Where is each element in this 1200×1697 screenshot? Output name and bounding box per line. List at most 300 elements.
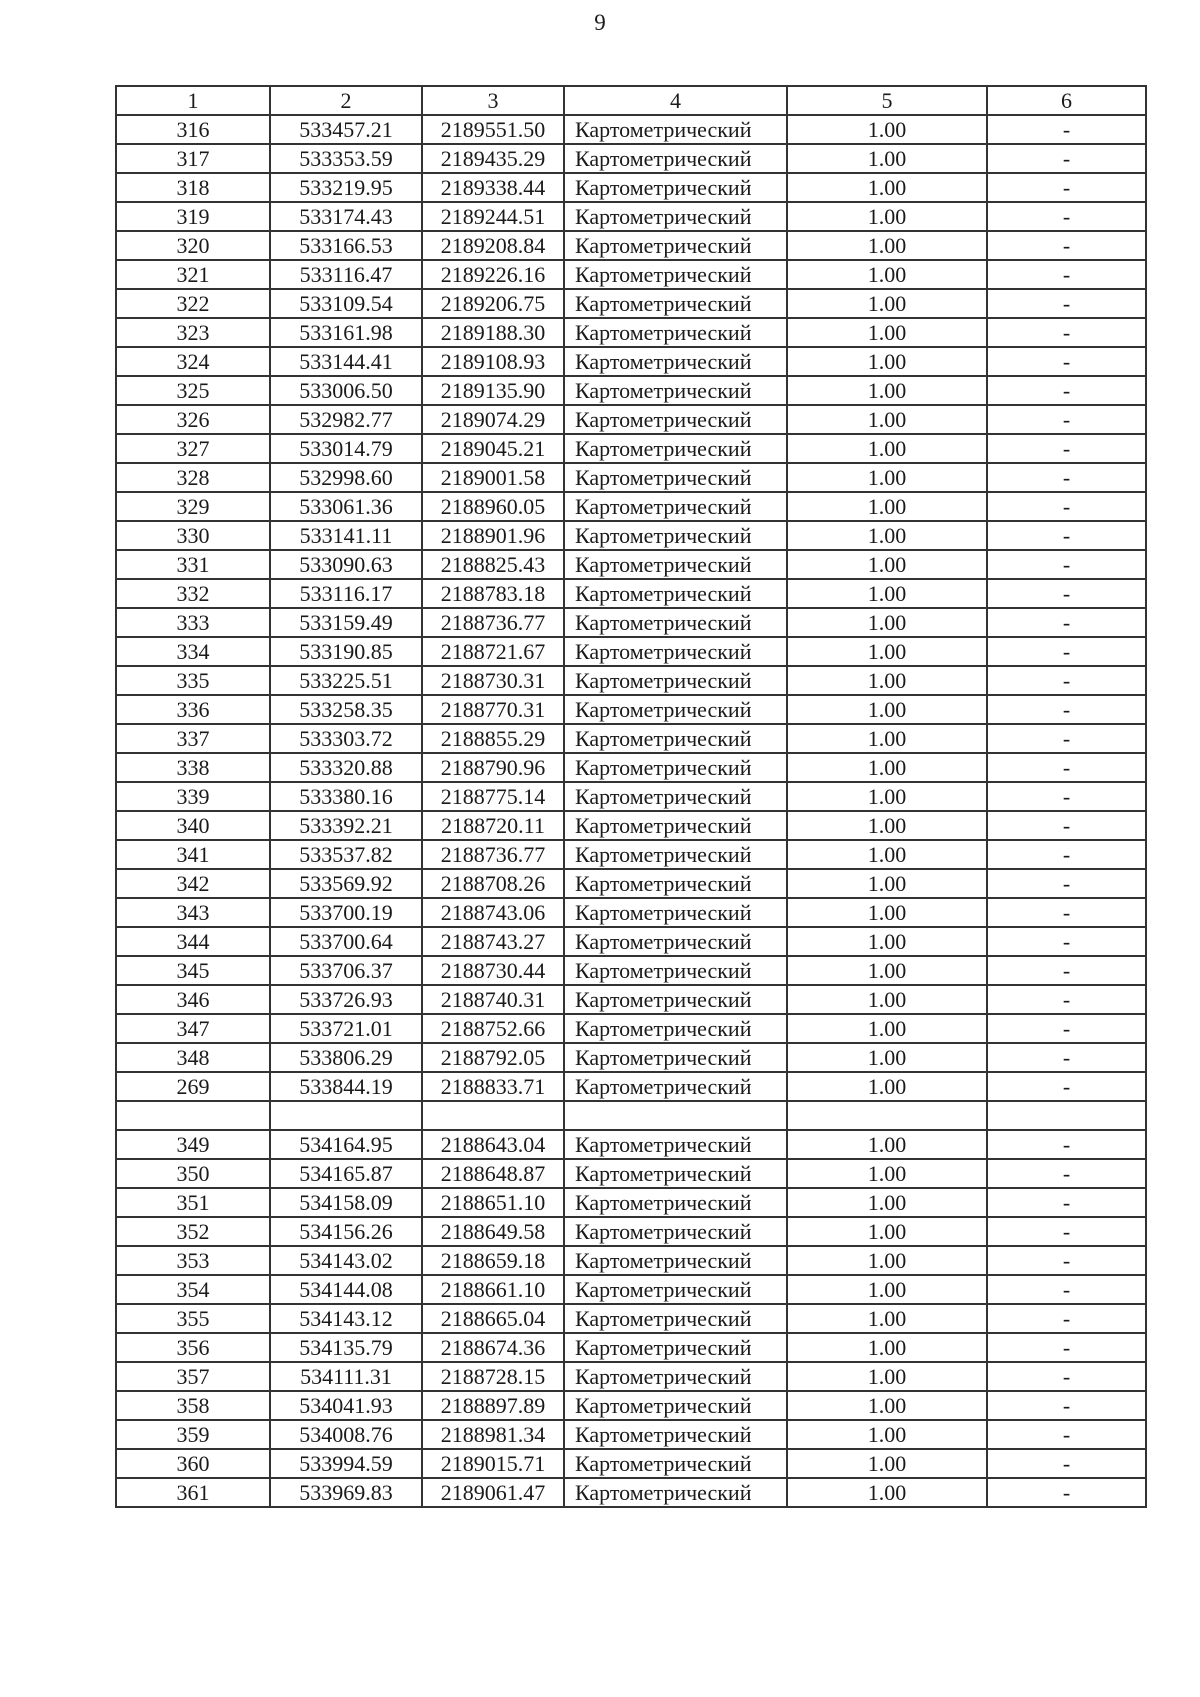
note-cell: - — [987, 1275, 1146, 1304]
y-coordinate-cell: 2188790.96 — [422, 753, 564, 782]
table-row — [116, 927, 1146, 956]
y-coordinate-cell: 2188736.77 — [422, 840, 564, 869]
x-coordinate-cell: 533726.93 — [270, 985, 422, 1014]
accuracy-cell: 1.00 — [787, 521, 987, 550]
y-coordinate-cell: 2189188.30 — [422, 318, 564, 347]
y-coordinate-cell: 2188661.10 — [422, 1275, 564, 1304]
accuracy-cell: 1.00 — [787, 811, 987, 840]
accuracy-cell: 1.00 — [787, 405, 987, 434]
y-coordinate-cell: 2188897.89 — [422, 1391, 564, 1420]
accuracy-cell: 1.00 — [787, 782, 987, 811]
note-cell: - — [987, 695, 1146, 724]
table-row — [116, 318, 1146, 347]
point-number-cell: 356 — [116, 1333, 270, 1362]
y-coordinate-cell: 2188743.27 — [422, 927, 564, 956]
method-cell: Картометрический — [564, 1275, 787, 1304]
method-cell: Картометрический — [564, 144, 787, 173]
table-row — [116, 1043, 1146, 1072]
table-row — [116, 1478, 1146, 1507]
point-number-cell: 321 — [116, 260, 270, 289]
note-cell: - — [987, 376, 1146, 405]
method-cell: Картометрический — [564, 579, 787, 608]
note-cell: - — [987, 231, 1146, 260]
table-row — [116, 1072, 1146, 1101]
table-body — [116, 115, 1146, 1507]
note-cell: - — [987, 347, 1146, 376]
method-cell: Картометрический — [564, 405, 787, 434]
y-coordinate-cell: 2188659.18 — [422, 1246, 564, 1275]
y-coordinate-cell: 2189206.75 — [422, 289, 564, 318]
x-coordinate-cell: 533569.92 — [270, 869, 422, 898]
point-number-cell: 326 — [116, 405, 270, 434]
y-coordinate-cell — [422, 1101, 564, 1130]
method-cell: Картометрический — [564, 1333, 787, 1362]
table-row — [116, 463, 1146, 492]
point-number-cell: 324 — [116, 347, 270, 376]
point-number-cell: 316 — [116, 115, 270, 144]
y-coordinate-cell: 2188730.44 — [422, 956, 564, 985]
accuracy-cell — [787, 1101, 987, 1130]
accuracy-cell: 1.00 — [787, 840, 987, 869]
method-cell: Картометрический — [564, 840, 787, 869]
point-number-cell: 361 — [116, 1478, 270, 1507]
y-coordinate-cell: 2188901.96 — [422, 521, 564, 550]
note-cell: - — [987, 1217, 1146, 1246]
x-coordinate-cell: 534135.79 — [270, 1333, 422, 1362]
point-number-cell: 333 — [116, 608, 270, 637]
accuracy-cell: 1.00 — [787, 550, 987, 579]
point-number-cell: 319 — [116, 202, 270, 231]
method-cell: Картометрический — [564, 927, 787, 956]
x-coordinate-cell: 534143.12 — [270, 1304, 422, 1333]
method-cell: Картометрический — [564, 811, 787, 840]
y-coordinate-cell: 2189338.44 — [422, 173, 564, 202]
y-coordinate-cell: 2189135.90 — [422, 376, 564, 405]
accuracy-cell: 1.00 — [787, 1246, 987, 1275]
accuracy-cell: 1.00 — [787, 1420, 987, 1449]
table-row — [116, 289, 1146, 318]
point-number-cell: 357 — [116, 1362, 270, 1391]
note-cell: - — [987, 550, 1146, 579]
x-coordinate-cell: 533190.85 — [270, 637, 422, 666]
x-coordinate-cell: 533700.64 — [270, 927, 422, 956]
note-cell: - — [987, 840, 1146, 869]
table-row — [116, 1130, 1146, 1159]
method-cell: Картометрический — [564, 318, 787, 347]
point-number-cell: 360 — [116, 1449, 270, 1478]
table-row — [116, 898, 1146, 927]
y-coordinate-cell: 2188960.05 — [422, 492, 564, 521]
accuracy-cell: 1.00 — [787, 1275, 987, 1304]
table-row — [116, 231, 1146, 260]
note-cell: - — [987, 753, 1146, 782]
accuracy-cell: 1.00 — [787, 347, 987, 376]
point-number-cell: 332 — [116, 579, 270, 608]
point-number-cell: 348 — [116, 1043, 270, 1072]
x-coordinate-cell: 533141.11 — [270, 521, 422, 550]
x-coordinate-cell: 534158.09 — [270, 1188, 422, 1217]
method-cell: Картометрический — [564, 753, 787, 782]
table-row — [116, 608, 1146, 637]
note-cell: - — [987, 1420, 1146, 1449]
table-row — [116, 1391, 1146, 1420]
table-row — [116, 956, 1146, 985]
accuracy-cell: 1.00 — [787, 260, 987, 289]
table-row — [116, 492, 1146, 521]
point-number-cell: 323 — [116, 318, 270, 347]
y-coordinate-cell: 2189208.84 — [422, 231, 564, 260]
table-row — [116, 1014, 1146, 1043]
table-row — [116, 1217, 1146, 1246]
note-cell: - — [987, 318, 1146, 347]
note-cell: - — [987, 1246, 1146, 1275]
x-coordinate-cell: 533144.41 — [270, 347, 422, 376]
accuracy-cell: 1.00 — [787, 724, 987, 753]
point-number-cell: 330 — [116, 521, 270, 550]
method-cell: Картометрический — [564, 376, 787, 405]
point-number-cell: 350 — [116, 1159, 270, 1188]
x-coordinate-cell: 533969.83 — [270, 1478, 422, 1507]
method-cell: Картометрический — [564, 1072, 787, 1101]
note-cell: - — [987, 724, 1146, 753]
method-cell: Картометрический — [564, 637, 787, 666]
table-row — [116, 376, 1146, 405]
note-cell: - — [987, 927, 1146, 956]
accuracy-cell: 1.00 — [787, 1159, 987, 1188]
note-cell: - — [987, 434, 1146, 463]
method-cell: Картометрический — [564, 1043, 787, 1072]
point-number-cell: 346 — [116, 985, 270, 1014]
x-coordinate-cell: 534041.93 — [270, 1391, 422, 1420]
note-cell: - — [987, 1391, 1146, 1420]
table-row — [116, 840, 1146, 869]
method-cell: Картометрический — [564, 347, 787, 376]
point-number-cell: 351 — [116, 1188, 270, 1217]
accuracy-cell: 1.00 — [787, 1478, 987, 1507]
x-coordinate-cell — [270, 1101, 422, 1130]
method-cell: Картометрический — [564, 1246, 787, 1275]
note-cell: - — [987, 1478, 1146, 1507]
y-coordinate-cell: 2189045.21 — [422, 434, 564, 463]
accuracy-cell: 1.00 — [787, 608, 987, 637]
accuracy-cell: 1.00 — [787, 492, 987, 521]
accuracy-cell: 1.00 — [787, 579, 987, 608]
accuracy-cell: 1.00 — [787, 1333, 987, 1362]
y-coordinate-cell: 2188752.66 — [422, 1014, 564, 1043]
x-coordinate-cell: 533159.49 — [270, 608, 422, 637]
method-cell: Картометрический — [564, 463, 787, 492]
accuracy-cell: 1.00 — [787, 115, 987, 144]
x-coordinate-cell: 534008.76 — [270, 1420, 422, 1449]
point-number-cell: 338 — [116, 753, 270, 782]
y-coordinate-cell: 2188855.29 — [422, 724, 564, 753]
table-row — [116, 1101, 1146, 1130]
point-number-cell: 353 — [116, 1246, 270, 1275]
accuracy-cell: 1.00 — [787, 318, 987, 347]
y-coordinate-cell: 2188674.36 — [422, 1333, 564, 1362]
note-cell: - — [987, 1159, 1146, 1188]
method-cell: Картометрический — [564, 492, 787, 521]
table-row — [116, 637, 1146, 666]
table-row — [116, 724, 1146, 753]
x-coordinate-cell: 533219.95 — [270, 173, 422, 202]
x-coordinate-cell: 533392.21 — [270, 811, 422, 840]
y-coordinate-cell: 2188649.58 — [422, 1217, 564, 1246]
accuracy-cell: 1.00 — [787, 898, 987, 927]
y-coordinate-cell: 2188651.10 — [422, 1188, 564, 1217]
accuracy-cell: 1.00 — [787, 144, 987, 173]
method-cell: Картометрический — [564, 1159, 787, 1188]
note-cell: - — [987, 666, 1146, 695]
column-header-1: 1 — [116, 86, 270, 115]
accuracy-cell: 1.00 — [787, 231, 987, 260]
method-cell: Картометрический — [564, 985, 787, 1014]
x-coordinate-cell: 533225.51 — [270, 666, 422, 695]
x-coordinate-cell: 533166.53 — [270, 231, 422, 260]
y-coordinate-cell: 2188648.87 — [422, 1159, 564, 1188]
note-cell: - — [987, 1449, 1146, 1478]
table-row — [116, 985, 1146, 1014]
accuracy-cell: 1.00 — [787, 1072, 987, 1101]
accuracy-cell: 1.00 — [787, 927, 987, 956]
x-coordinate-cell: 534156.26 — [270, 1217, 422, 1246]
accuracy-cell: 1.00 — [787, 1304, 987, 1333]
table-row — [116, 260, 1146, 289]
x-coordinate-cell: 533161.98 — [270, 318, 422, 347]
table-row — [116, 1159, 1146, 1188]
x-coordinate-cell: 534111.31 — [270, 1362, 422, 1391]
point-number-cell: 336 — [116, 695, 270, 724]
note-cell: - — [987, 115, 1146, 144]
accuracy-cell: 1.00 — [787, 1449, 987, 1478]
table-row — [116, 1449, 1146, 1478]
accuracy-cell: 1.00 — [787, 173, 987, 202]
note-cell: - — [987, 869, 1146, 898]
header-row — [116, 86, 1146, 115]
column-header-3: 3 — [422, 86, 564, 115]
x-coordinate-cell: 533174.43 — [270, 202, 422, 231]
y-coordinate-cell: 2188981.34 — [422, 1420, 564, 1449]
x-coordinate-cell: 533320.88 — [270, 753, 422, 782]
y-coordinate-cell: 2188728.15 — [422, 1362, 564, 1391]
x-coordinate-cell: 533090.63 — [270, 550, 422, 579]
point-number-cell: 352 — [116, 1217, 270, 1246]
table-row — [116, 1362, 1146, 1391]
table-row — [116, 1420, 1146, 1449]
point-number-cell: 341 — [116, 840, 270, 869]
x-coordinate-cell: 533806.29 — [270, 1043, 422, 1072]
x-coordinate-cell: 533061.36 — [270, 492, 422, 521]
x-coordinate-cell: 532998.60 — [270, 463, 422, 492]
accuracy-cell: 1.00 — [787, 695, 987, 724]
y-coordinate-cell: 2188665.04 — [422, 1304, 564, 1333]
accuracy-cell: 1.00 — [787, 956, 987, 985]
accuracy-cell: 1.00 — [787, 376, 987, 405]
x-coordinate-cell: 533844.19 — [270, 1072, 422, 1101]
table-row — [116, 434, 1146, 463]
x-coordinate-cell: 533258.35 — [270, 695, 422, 724]
note-cell: - — [987, 782, 1146, 811]
method-cell: Картометрический — [564, 260, 787, 289]
y-coordinate-cell: 2188721.67 — [422, 637, 564, 666]
column-header-5: 5 — [787, 86, 987, 115]
point-number-cell: 343 — [116, 898, 270, 927]
point-number-cell: 342 — [116, 869, 270, 898]
method-cell: Картометрический — [564, 666, 787, 695]
table-row — [116, 550, 1146, 579]
note-cell: - — [987, 260, 1146, 289]
note-cell: - — [987, 608, 1146, 637]
point-number-cell: 340 — [116, 811, 270, 840]
note-cell: - — [987, 811, 1146, 840]
note-cell: - — [987, 1014, 1146, 1043]
table-row — [116, 347, 1146, 376]
page-number: 9 — [594, 10, 606, 35]
accuracy-cell: 1.00 — [787, 869, 987, 898]
point-number-cell: 334 — [116, 637, 270, 666]
point-number-cell: 359 — [116, 1420, 270, 1449]
table-row — [116, 1275, 1146, 1304]
note-cell: - — [987, 898, 1146, 927]
y-coordinate-cell: 2188708.26 — [422, 869, 564, 898]
accuracy-cell: 1.00 — [787, 1014, 987, 1043]
point-number-cell: 322 — [116, 289, 270, 318]
accuracy-cell: 1.00 — [787, 985, 987, 1014]
method-cell — [564, 1101, 787, 1130]
note-cell: - — [987, 985, 1146, 1014]
accuracy-cell: 1.00 — [787, 202, 987, 231]
point-number-cell: 358 — [116, 1391, 270, 1420]
method-cell: Картометрический — [564, 898, 787, 927]
x-coordinate-cell: 533116.47 — [270, 260, 422, 289]
point-number-cell: 337 — [116, 724, 270, 753]
table-row — [116, 753, 1146, 782]
y-coordinate-cell: 2189015.71 — [422, 1449, 564, 1478]
table-row — [116, 144, 1146, 173]
y-coordinate-cell: 2188833.71 — [422, 1072, 564, 1101]
method-cell: Картометрический — [564, 724, 787, 753]
x-coordinate-cell: 533994.59 — [270, 1449, 422, 1478]
y-coordinate-cell: 2188720.11 — [422, 811, 564, 840]
y-coordinate-cell: 2189435.29 — [422, 144, 564, 173]
note-cell: - — [987, 637, 1146, 666]
point-number-cell: 269 — [116, 1072, 270, 1101]
method-cell: Картометрический — [564, 289, 787, 318]
point-number-cell: 349 — [116, 1130, 270, 1159]
y-coordinate-cell: 2188643.04 — [422, 1130, 564, 1159]
table-row — [116, 521, 1146, 550]
note-cell: - — [987, 1304, 1146, 1333]
note-cell: - — [987, 1130, 1146, 1159]
accuracy-cell: 1.00 — [787, 753, 987, 782]
method-cell: Картометрический — [564, 1304, 787, 1333]
x-coordinate-cell: 533537.82 — [270, 840, 422, 869]
x-coordinate-cell: 533353.59 — [270, 144, 422, 173]
method-cell: Картометрический — [564, 550, 787, 579]
accuracy-cell: 1.00 — [787, 1130, 987, 1159]
note-cell — [987, 1101, 1146, 1130]
x-coordinate-cell: 533014.79 — [270, 434, 422, 463]
note-cell: - — [987, 1333, 1146, 1362]
x-coordinate-cell: 533109.54 — [270, 289, 422, 318]
point-number-cell — [116, 1101, 270, 1130]
table-row — [116, 579, 1146, 608]
method-cell: Картометрический — [564, 695, 787, 724]
table-row — [116, 1246, 1146, 1275]
table-row — [116, 1333, 1146, 1362]
x-coordinate-cell: 532982.77 — [270, 405, 422, 434]
accuracy-cell: 1.00 — [787, 637, 987, 666]
note-cell: - — [987, 463, 1146, 492]
note-cell: - — [987, 144, 1146, 173]
x-coordinate-cell: 533721.01 — [270, 1014, 422, 1043]
note-cell: - — [987, 202, 1146, 231]
y-coordinate-cell: 2189108.93 — [422, 347, 564, 376]
x-coordinate-cell: 533706.37 — [270, 956, 422, 985]
method-cell: Картометрический — [564, 1130, 787, 1159]
column-header-2: 2 — [270, 86, 422, 115]
method-cell: Картометрический — [564, 1478, 787, 1507]
y-coordinate-cell: 2188792.05 — [422, 1043, 564, 1072]
point-number-cell: 347 — [116, 1014, 270, 1043]
table-row — [116, 811, 1146, 840]
accuracy-cell: 1.00 — [787, 1043, 987, 1072]
method-cell: Картометрический — [564, 173, 787, 202]
x-coordinate-cell: 533006.50 — [270, 376, 422, 405]
point-number-cell: 339 — [116, 782, 270, 811]
table-row — [116, 405, 1146, 434]
column-header-4: 4 — [564, 86, 787, 115]
note-cell: - — [987, 1362, 1146, 1391]
point-number-cell: 345 — [116, 956, 270, 985]
x-coordinate-cell: 534165.87 — [270, 1159, 422, 1188]
method-cell: Картометрический — [564, 1449, 787, 1478]
point-number-cell: 328 — [116, 463, 270, 492]
point-number-cell: 320 — [116, 231, 270, 260]
note-cell: - — [987, 173, 1146, 202]
point-number-cell: 327 — [116, 434, 270, 463]
table-row — [116, 1188, 1146, 1217]
method-cell: Картометрический — [564, 115, 787, 144]
accuracy-cell: 1.00 — [787, 1391, 987, 1420]
method-cell: Картометрический — [564, 956, 787, 985]
method-cell: Картометрический — [564, 202, 787, 231]
note-cell: - — [987, 289, 1146, 318]
point-number-cell: 335 — [116, 666, 270, 695]
method-cell: Картометрический — [564, 1188, 787, 1217]
y-coordinate-cell: 2188736.77 — [422, 608, 564, 637]
note-cell: - — [987, 521, 1146, 550]
method-cell: Картометрический — [564, 231, 787, 260]
table-row — [116, 115, 1146, 144]
y-coordinate-cell: 2189244.51 — [422, 202, 564, 231]
accuracy-cell: 1.00 — [787, 463, 987, 492]
y-coordinate-cell: 2189551.50 — [422, 115, 564, 144]
point-number-cell: 354 — [116, 1275, 270, 1304]
table-row — [116, 202, 1146, 231]
y-coordinate-cell: 2188730.31 — [422, 666, 564, 695]
y-coordinate-cell: 2189226.16 — [422, 260, 564, 289]
note-cell: - — [987, 579, 1146, 608]
y-coordinate-cell: 2188743.06 — [422, 898, 564, 927]
note-cell: - — [987, 492, 1146, 521]
table-row — [116, 869, 1146, 898]
note-cell: - — [987, 1188, 1146, 1217]
x-coordinate-cell: 533303.72 — [270, 724, 422, 753]
y-coordinate-cell: 2188770.31 — [422, 695, 564, 724]
accuracy-cell: 1.00 — [787, 434, 987, 463]
point-number-cell: 331 — [116, 550, 270, 579]
